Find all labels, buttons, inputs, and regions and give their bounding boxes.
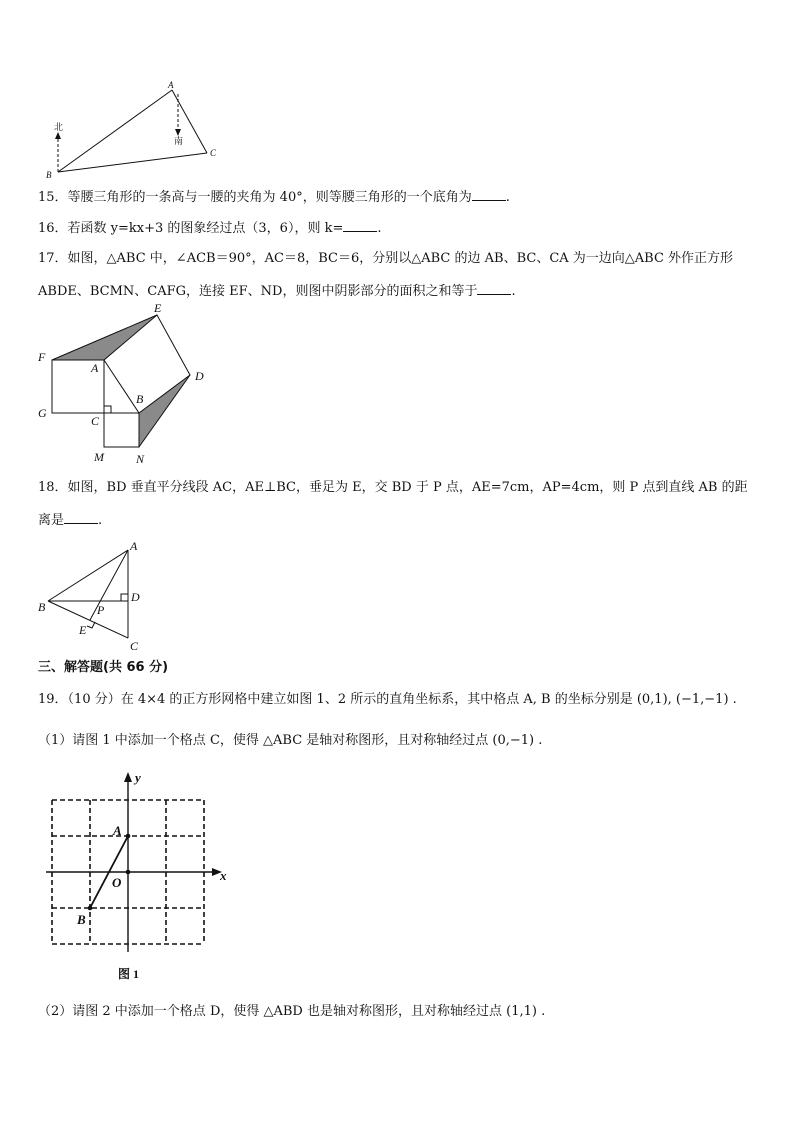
answer-blank-18[interactable] (64, 511, 98, 524)
label-g: G (38, 406, 47, 420)
label-c: C (130, 639, 139, 653)
question-17-line2 (38, 282, 516, 301)
label-m: M (94, 450, 104, 464)
label-c: C (91, 414, 100, 428)
label-x: x (220, 868, 227, 883)
figure-18 (34, 538, 154, 656)
question-15-end: . (505, 190, 510, 205)
label-e: E (79, 623, 87, 637)
section-heading: 三、解答题(共 66 分) (38, 660, 169, 675)
point-b (88, 906, 93, 911)
right-angle-mark-c (104, 406, 111, 413)
label-o: O (112, 875, 122, 890)
question-16-text: 16．若函数 y=kx+3 的图象经过点（3，6），则 k= (38, 221, 344, 236)
question-17-line1: 17．如图，△ABC 中，∠ACB＝90°，AC＝8，BC＝6，分别以△ABC 的边 AB、BC、CA 为一边向△ABC 外作正方形 (38, 251, 734, 266)
label-d: D (131, 590, 140, 604)
question-18-line1: 18．如图，BD 垂直平分线段 AC，AE⊥BC，垂足为 E，交 BD 于 P 点，AE=7cm，AP=4cm，则 P 点到直线 AB 的距 (38, 480, 748, 495)
label-a: A (91, 361, 99, 375)
figure-17 (32, 301, 222, 470)
point-a (126, 834, 131, 839)
segment-ab (48, 550, 128, 601)
label-a: A (130, 539, 138, 553)
south-arrowhead (175, 129, 181, 136)
square-abde (104, 315, 190, 413)
label-b: B (77, 912, 86, 927)
label-b: B (136, 392, 144, 406)
label-f: F (38, 350, 46, 364)
question-15-text: 15．等腰三角形的一条高与一腰的夹角为 40°，则等腰三角形的一个底角为 (38, 190, 472, 205)
right-angle-mark-e (87, 622, 95, 628)
answer-blank-15[interactable] (472, 188, 506, 201)
label-p: P (97, 603, 105, 617)
question-17-end: . (511, 284, 516, 299)
point-o (126, 870, 131, 875)
question-16-end: . (377, 221, 382, 236)
question-15 (38, 188, 510, 207)
question-16 (38, 219, 382, 238)
label-a: A (168, 80, 174, 90)
label-n: N (136, 452, 145, 466)
right-angle-mark-d (121, 594, 128, 601)
label-north: 北 (54, 122, 64, 132)
label-c: C (210, 148, 217, 158)
question-18-line2 (38, 511, 102, 530)
north-arrowhead (55, 132, 61, 139)
question-19-part2: （2）请图 2 中添加一个格点 D，使得 △ABD 也是轴对称图形，且对称轴经过点 (1,1) . (38, 1004, 546, 1019)
question-18-end: . (98, 513, 103, 528)
figure-19-grid (40, 768, 240, 983)
y-axis-arrowhead (124, 772, 132, 782)
segment-ae (90, 550, 128, 620)
answer-blank-16[interactable] (343, 219, 377, 232)
label-a: A (113, 823, 122, 838)
label-y: y (135, 770, 141, 785)
label-b: B (38, 600, 46, 614)
question-19-part1: （1）请图 1 中添加一个格点 C，使得 △ABC 是轴对称图形，且对称轴经过点 (0,−1) . (38, 733, 543, 748)
label-b: B (46, 170, 52, 180)
label-d: D (195, 369, 204, 383)
label-south: 南 (174, 136, 184, 146)
square-bcmn (104, 413, 139, 447)
answer-blank-17[interactable] (477, 282, 511, 295)
segment-bc (48, 601, 128, 638)
question-19-text: 19．（10 分）在 4×4 的正方形网格中建立如图 1、2 所示的直角坐标系，其中格点 A, B 的坐标分别是 (0,1), (−1,−1) . (38, 692, 737, 707)
figure-caption: 图 1 (118, 967, 140, 981)
question-17-text: ABDE、BCMN、CAFG，连接 EF、ND，则图中阴影部分的面积之和等于 (38, 284, 478, 299)
label-e: E (154, 301, 162, 315)
figure-top-triangle (44, 80, 234, 180)
question-18-text: 离是 (38, 513, 65, 528)
